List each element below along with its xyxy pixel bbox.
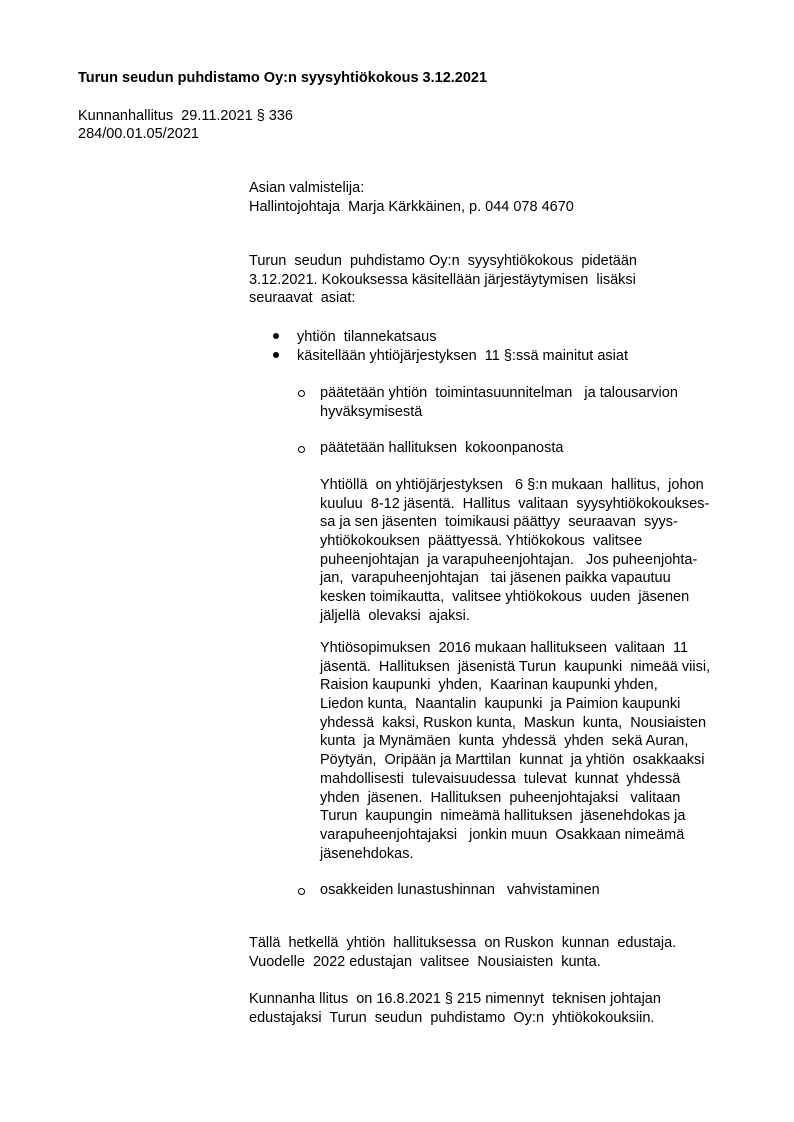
text-line: sa ja sen jäsenten toimikausi päättyy seuraavan syys- [320,514,678,531]
bullet-icon [273,333,279,339]
text-line: yhden jäsenen. Hallituksen puheenjohtajaksi valitaan [320,789,681,806]
current-representative-paragraph [249,934,676,971]
bullet-icon [273,352,279,358]
preparer: Hallintojohtaja Marja Kärkkäinen, p. 044 078 4670 [249,199,574,215]
text-line: kuuluu 8-12 jäsentä. Hallitus valitaan syysyhtiökokoukses- [320,495,710,512]
text-line: mahdollisesti tulevaisuudessa tulevat kunnat yhdessä [320,770,681,787]
text-line: jäljellä olevaksi ajaksi. [320,607,470,624]
board-paragraph-2 [320,639,710,863]
text-line: edustajaksi Turun seudun puhdistamo Oy:n yhtiökokouksiin. [249,1009,655,1026]
meeting-reference: Kunnanhallitus 29.11.2021 § 336 [78,108,293,124]
text-line: jan, varapuheenjohtajan tai jäsenen paikka vapautuu [320,570,671,587]
text-line: jäsenehdokas. [320,845,414,862]
text-line: seuraavat asiat: [249,290,356,307]
text-line: Raision kaupunki yhden, Kaarinan kaupunki yhden, [320,677,658,694]
text-line: varapuheenjohtajaksi jonkin muun Osakkaan nimeämä [320,826,685,843]
text-line: Turun kaupungin nimeämä hallituksen jäsenehdokas ja [320,808,686,825]
text-line: päätetään yhtiön toimintasuunnitelman ja talousarvion [320,385,678,401]
text-line: hyväksymisestä [320,403,423,420]
sub-item [320,384,678,421]
document-title: Turun seudun puhdistamo Oy:n syysyhtiökokous 3.12.2021 [78,70,488,86]
sub-item: päätetään hallituksen kokoonpanosta [320,440,564,456]
text-line: Pöytyän, Oripään ja Marttilan kunnat ja yhtiön osakkaaksi [320,752,705,769]
circle-bullet-icon [298,446,305,453]
intro-paragraph [249,252,637,308]
text-line: yhdessä kaksi, Ruskon kunta, Maskun kunta, Nousiaisten [320,714,707,731]
preparer-label: Asian valmistelija: [249,180,365,196]
text-line: kunta ja Mynämäen kunta yhdessä yhden sekä Auran, [320,733,689,750]
decision-paragraph [249,990,661,1027]
text-line: Turun seudun puhdistamo Oy:n syysyhtiökokous pidetään [249,253,637,269]
text-line: Kunnanha llitus on 16.8.2021 § 215 nimennyt teknisen johtajan [249,991,661,1007]
board-paragraph-1 [320,476,709,626]
text-line: Yhtiöllä on yhtiöjärjestyksen 6 §:n mukaan hallitus, johon [320,477,704,493]
text-line: jäsentä. Hallituksen jäsenistä Turun kaupunki nimeää viisi, [320,658,711,675]
circle-bullet-icon [298,390,305,397]
text-line: Liedon kunta, Naantalin kaupunki ja Paimion kaupunki [320,696,681,713]
text-line: kesken toimikautta, valitsee yhtiökokous uuden jäsenen [320,589,690,606]
record-number: 284/00.01.05/2021 [78,126,199,142]
bullet-item: käsitellään yhtiöjärjestyksen 11 §:ssä mainitut asiat [297,348,628,364]
sub-item: osakkeiden lunastushinnan vahvistaminen [320,882,600,898]
text-line: puheenjohtajan ja varapuheenjohtajan. Jos puheenjohta- [320,551,698,568]
text-line: Yhtiösopimuksen 2016 mukaan hallitukseen valitaan 11 [320,640,689,656]
circle-bullet-icon [298,888,305,895]
bullet-item: yhtiön tilannekatsaus [297,329,437,345]
text-line: 3.12.2021. Kokouksessa käsitellään järjestäytymisen lisäksi [249,271,636,288]
text-line: Tällä hetkellä yhtiön hallituksessa on Ruskon kunnan edustaja. [249,935,677,951]
text-line: Vuodelle 2022 edustajan valitsee Nousiaisten kunta. [249,953,601,970]
text-line: yhtiökokouksen päättyessä. Yhtiökokous valitsee [320,533,643,550]
